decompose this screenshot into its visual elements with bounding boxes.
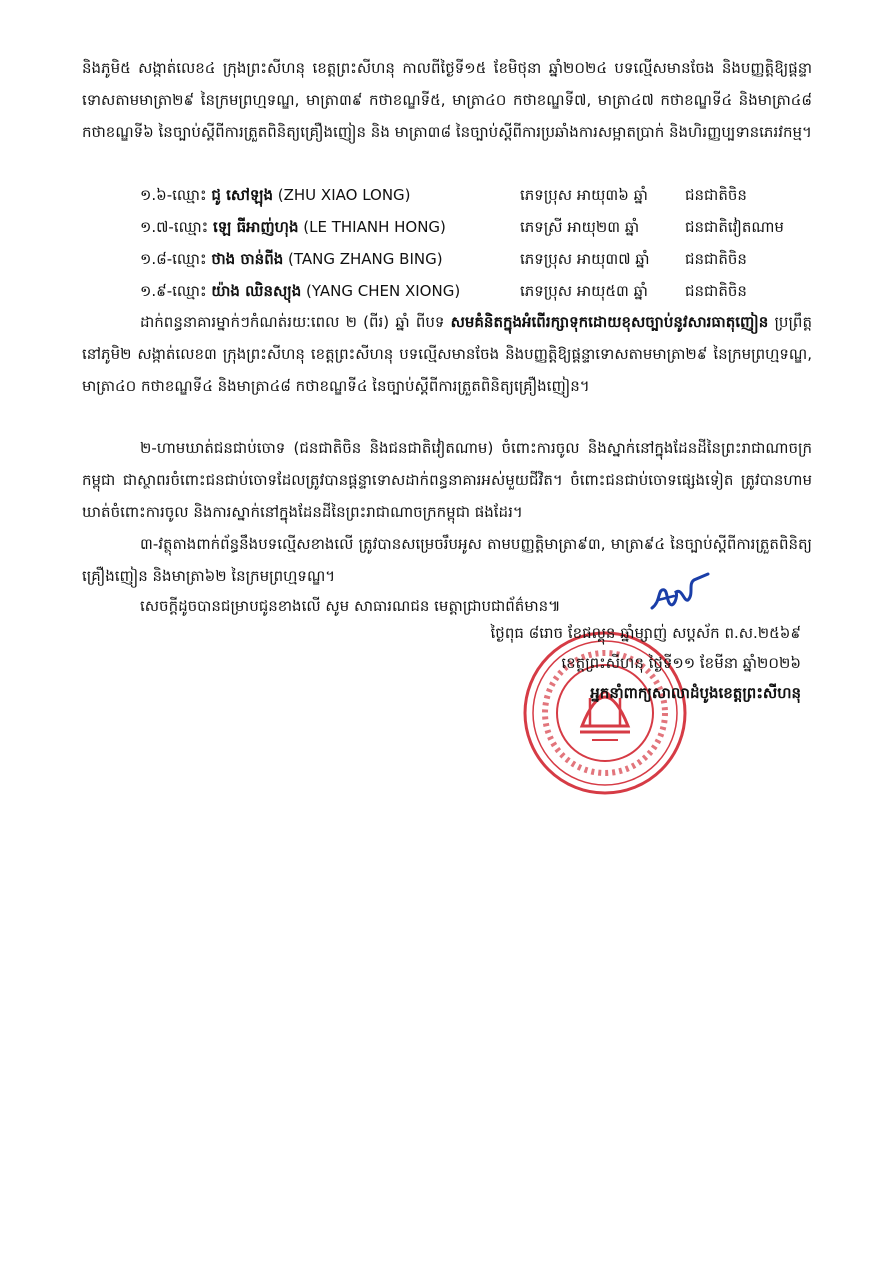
person-gender-age: ភេទប្រុស អាយុ៥៣ ឆ្នាំ <box>520 282 648 300</box>
confiscation-paragraph: ៣-វត្ថុតាងពាក់ព័ន្ធនឹងបទល្មើសខាងលើ ត្រូវបានសម្រេចរឹបអូស តាមបញ្ញត្តិមាត្រា៩៣, មាត្រា៩៤ នៃច្បាប់ស្តីពីការត្រួតពិនិត្យគ្រឿងញៀន និងមាត្រា៦២ នៃក្រមព្រហ្មទណ្ឌ។ <box>82 535 812 585</box>
person-prefix: ១.៧-ឈ្មោះ <box>140 218 209 236</box>
date-solar: ខេត្តព្រះសីហនុ ថ្ងៃទី១១ ខែមីនា ឆ្នាំ២០២៦ <box>561 654 801 672</box>
person-name-en: (LE THIANH HONG) <box>303 218 446 236</box>
intro-paragraph: និងភូមិ៥ សង្កាត់លេខ៤ ក្រុងព្រះសីហនុ ខេត្តព្រះសីហនុ កាលពីថ្ងៃទី១៥ ខែមិថុនា ឆ្នាំ២០២៤ បទល្មើសមានចែង និងបញ្ញត្តិឱ្យផ្តន្ទាទោសតាមមាត្រា២៩ នៃក្រមព្រហ្មទណ្ឌ, មាត្រា៣៩ កថាខណ្ឌទី៥, មាត្រា៤០ កថាខណ្ឌទី៧, មាត្រា៤៧ កថាខណ្ឌទី៤ និងមាត្រា៤៨ កថាខណ្ឌទី៦ នៃច្បាប់ស្តីពីការត្រួតពិនិត្យគ្រឿងញៀន និង មាត្រា៣៨ នៃច្បាប់ស្តីពីការប្រឆាំងការសម្អាតប្រាក់ និងហិរញ្ញប្បទានភេរវកម្ម។ <box>82 59 812 141</box>
person-row <box>140 212 820 242</box>
person-nationality: ជនជាតិចិន <box>685 282 747 300</box>
date-lunar: ថ្ងៃពុធ ៨រោច ខែផល្គុន ឆ្នាំម្សាញ់ សប្តស័ក ព.ស.២៥៦៩ <box>490 624 801 642</box>
person-name-en: (YANG CHEN XIONG) <box>306 282 461 300</box>
closing-line: សេចក្តីដូចបានជម្រាបជូនខាងលើ សូម សាធារណជន មេត្តាជ្រាបជាព័ត៌មាន៕ <box>140 597 561 615</box>
sentence-lead: ដាក់ពន្ធនាគារម្នាក់ៗកំណត់រយៈពេល ២ (ពីរ) ឆ្នាំ ពីបទ <box>140 313 445 331</box>
person-gender-age: ភេទប្រុស អាយុ៣៧ ឆ្នាំ <box>520 250 650 268</box>
person-name-en: (TANG ZHANG BING) <box>288 250 443 268</box>
signature-mark <box>648 570 712 614</box>
person-row <box>140 244 820 274</box>
ban-paragraph: ២-ហាមឃាត់ជនជាប់ចោទ (ជនជាតិចិន និងជនជាតិវៀតណាម) ចំពោះការចូល និងស្នាក់នៅក្នុងដែនដីនៃព្រះរាជាណាចក្រកម្ពុជា ជាស្ថាពរចំពោះជនជាប់ចោទដែលត្រូវបានផ្តន្ទាទោសដាក់ពន្ធនាគារអស់មួយជីវិត។ ចំពោះជនជាប់ចោទផ្សេងទៀត ត្រូវបានហាមឃាត់ចំពោះការចូល និងការស្នាក់នៅក្នុងដែនដីនៃព្រះរាជាណាចក្រកម្ពុជា ផងដែរ។ <box>82 439 812 521</box>
person-name-km: យ៉ាង ឈិនស្យុង <box>211 282 302 300</box>
person-row <box>140 180 820 210</box>
person-name-km: ជូ សៅឡុង <box>211 186 273 204</box>
person-name-en: (ZHU XIAO LONG) <box>277 186 411 204</box>
signer-title: អ្នកនាំពាក្យសាលាដំបូងខេត្តព្រះសីហនុ <box>590 684 801 702</box>
person-name-km: ថាង ចាន់ពីង <box>211 250 284 268</box>
sentence-paragraph <box>82 306 812 402</box>
person-prefix: ១.៨-ឈ្មោះ <box>140 250 207 268</box>
person-row <box>140 276 820 306</box>
sentence-rest: ប្រព្រឹត្តនៅភូមិ២ សង្កាត់លេខ៣ ក្រុងព្រះសីហនុ ខេត្តព្រះសីហនុ បទល្មើសមានចែង និងបញ្ញត្តិឱ្យផ្តន្ទាទោសតាមមាត្រា២៩ នៃក្រមព្រហ្មទណ្ឌ, មាត្រា៤០ កថាខណ្ឌទី៤ និងមាត្រា៤៨ កថាខណ្ឌទី៤ នៃច្បាប់ស្តីពីការត្រួតពិនិត្យគ្រឿងញៀន។ <box>82 313 812 395</box>
person-name-km: ឡេ ធីអាញ់ហុង <box>213 218 299 236</box>
person-gender-age: ភេទស្រី អាយុ២៣ ឆ្នាំ <box>520 218 640 236</box>
person-nationality: ជនជាតិវៀតណាម <box>685 218 784 236</box>
person-prefix: ១.៩-ឈ្មោះ <box>140 282 207 300</box>
sentence-offense: សមគំនិតក្នុងអំពើរក្សាទុកដោយខុសច្បាប់នូវសារធាតុញៀន <box>450 313 769 331</box>
person-nationality: ជនជាតិចិន <box>685 186 747 204</box>
person-gender-age: ភេទប្រុស អាយុ៣៦ ឆ្នាំ <box>520 186 648 204</box>
person-nationality: ជនជាតិចិន <box>685 250 747 268</box>
person-prefix: ១.៦-ឈ្មោះ <box>140 186 207 204</box>
